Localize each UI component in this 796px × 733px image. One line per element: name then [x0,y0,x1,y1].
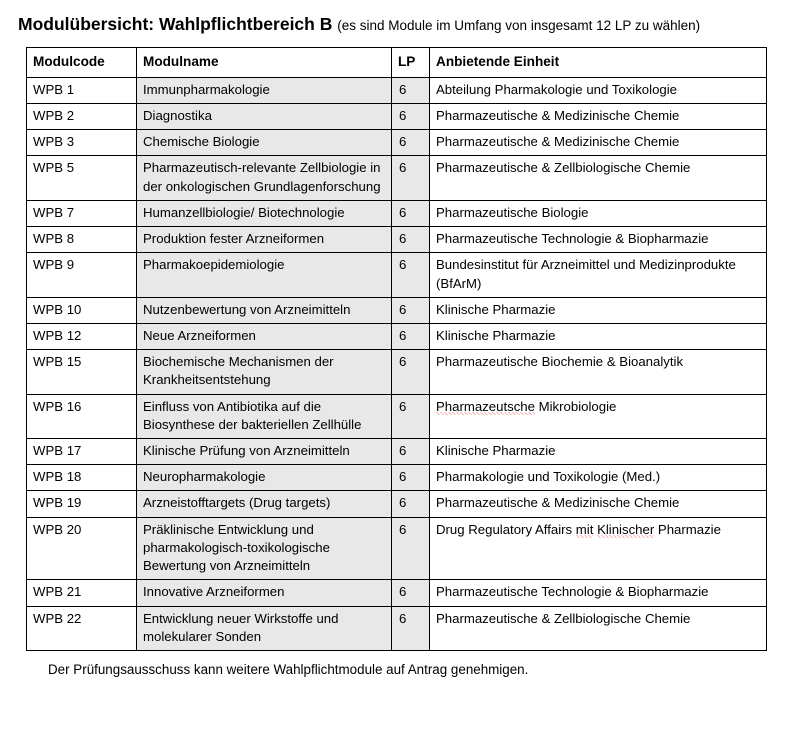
cell-modulname: Entwicklung neuer Wirkstoffe und molekularer Sonden [137,606,392,650]
table-row [27,394,767,438]
cell-anbietende-einheit: Pharmazeutische & Medizinische Chemie [430,130,767,156]
table-row [27,517,767,580]
cell-anbietende-einheit: Pharmazeutische Biochemie & Bioanalytik [430,350,767,394]
cell-modulname: Humanzellbiologie/ Biotechnologie [137,200,392,226]
page-title-subtitle: (es sind Module im Umfang von insgesamt 12 LP zu wählen) [337,18,701,33]
table-row [27,77,767,103]
page-title-main: Modulübersicht: Wahlpflichtbereich B [18,14,333,34]
cell-modulecode: WPB 20 [27,517,137,580]
cell-anbietende-einheit: Bundesinstitut für Arzneimittel und Medizinprodukte (BfArM) [430,253,767,297]
column-header-modulname: Modulname [137,48,392,78]
table-row [27,297,767,323]
table-row [27,491,767,517]
table-row [27,130,767,156]
cell-modulname: Nutzenbewertung von Arzneimitteln [137,297,392,323]
cell-modulname: Neue Arzneiformen [137,323,392,349]
cell-modulname: Innovative Arzneiformen [137,580,392,606]
cell-modulname: Einfluss von Antibiotika auf die Biosynthese der bakteriellen Zellhülle [137,394,392,438]
cell-anbietende-einheit: Pharmazeutische Biologie [430,200,767,226]
cell-modulecode: WPB 19 [27,491,137,517]
table-header-row [27,48,767,78]
cell-lp: 6 [392,253,430,297]
cell-modulecode: WPB 8 [27,227,137,253]
cell-anbietende-einheit: Pharmazeutische & Zellbiologische Chemie [430,156,767,200]
cell-modulname: Diagnostika [137,103,392,129]
cell-lp: 6 [392,103,430,129]
cell-modulname: Neuropharmakologie [137,465,392,491]
cell-lp: 6 [392,77,430,103]
cell-modulecode: WPB 5 [27,156,137,200]
page-title [18,14,778,35]
cell-anbietende-einheit: Klinische Pharmazie [430,297,767,323]
cell-modulname: Arzneistofftargets (Drug targets) [137,491,392,517]
table-row [27,606,767,650]
column-header-modulecode: Modulcode [27,48,137,78]
cell-anbietende-einheit: Pharmakologie und Toxikologie (Med.) [430,465,767,491]
cell-modulname: Chemische Biologie [137,130,392,156]
cell-lp: 6 [392,491,430,517]
cell-modulecode: WPB 15 [27,350,137,394]
cell-lp: 6 [392,200,430,226]
table-row [27,465,767,491]
cell-lp: 6 [392,297,430,323]
cell-anbietende-einheit: Klinische Pharmazie [430,323,767,349]
cell-modulecode: WPB 22 [27,606,137,650]
table-row [27,156,767,200]
cell-modulecode: WPB 12 [27,323,137,349]
cell-anbietende-einheit: Drug Regulatory Affairs mit Klinischer Pharmazie [430,517,767,580]
cell-lp: 6 [392,580,430,606]
cell-anbietende-einheit: Pharmazeutische Technologie & Biopharmazie [430,580,767,606]
cell-modulname: Immunpharmakologie [137,77,392,103]
table-row [27,323,767,349]
cell-anbietende-einheit: Klinische Pharmazie [430,439,767,465]
table-row [27,103,767,129]
table-row [27,253,767,297]
cell-anbietende-einheit: Pharmazeutische & Zellbiologische Chemie [430,606,767,650]
cell-anbietende-einheit: Pharmazeutische Technologie & Biopharmazie [430,227,767,253]
cell-modulname: Klinische Prüfung von Arzneimitteln [137,439,392,465]
cell-lp: 6 [392,517,430,580]
cell-modulecode: WPB 9 [27,253,137,297]
table-row [27,439,767,465]
table-row [27,580,767,606]
footnote: Der Prüfungsausschuss kann weitere Wahlpflichtmodule auf Antrag genehmigen. [48,662,529,677]
cell-modulname: Biochemische Mechanismen der Krankheitsentstehung [137,350,392,394]
cell-modulecode: WPB 21 [27,580,137,606]
table-row [27,227,767,253]
table-row [27,200,767,226]
column-header-lp: LP [392,48,430,78]
cell-anbietende-einheit: Pharmazeutische & Medizinische Chemie [430,491,767,517]
cell-lp: 6 [392,130,430,156]
cell-lp: 6 [392,394,430,438]
cell-anbietende-einheit: Abteilung Pharmakologie und Toxikologie [430,77,767,103]
column-header-anbietende-einheit: Anbietende Einheit [430,48,767,78]
cell-modulecode: WPB 10 [27,297,137,323]
cell-lp: 6 [392,227,430,253]
table-body [27,77,767,650]
cell-anbietende-einheit: Pharmazeutische & Medizinische Chemie [430,103,767,129]
cell-lp: 6 [392,465,430,491]
cell-lp: 6 [392,606,430,650]
cell-modulecode: WPB 2 [27,103,137,129]
cell-modulecode: WPB 7 [27,200,137,226]
cell-anbietende-einheit: Pharmazeutsche Mikrobiologie [430,394,767,438]
table-row [27,350,767,394]
cell-modulecode: WPB 3 [27,130,137,156]
cell-modulname: Pharmakoepidemiologie [137,253,392,297]
cell-modulecode: WPB 16 [27,394,137,438]
cell-modulecode: WPB 18 [27,465,137,491]
cell-lp: 6 [392,156,430,200]
cell-lp: 6 [392,350,430,394]
cell-modulname: Präklinische Entwicklung und pharmakologisch-toxikologische Bewertung von Arzneimitteln [137,517,392,580]
cell-modulname: Pharmazeutisch-relevante Zellbiologie in der onkologischen Grundlagenforschung [137,156,392,200]
cell-lp: 6 [392,439,430,465]
cell-lp: 6 [392,323,430,349]
cell-modulecode: WPB 17 [27,439,137,465]
cell-modulecode: WPB 1 [27,77,137,103]
modules-table [26,47,767,651]
cell-modulname: Produktion fester Arzneiformen [137,227,392,253]
